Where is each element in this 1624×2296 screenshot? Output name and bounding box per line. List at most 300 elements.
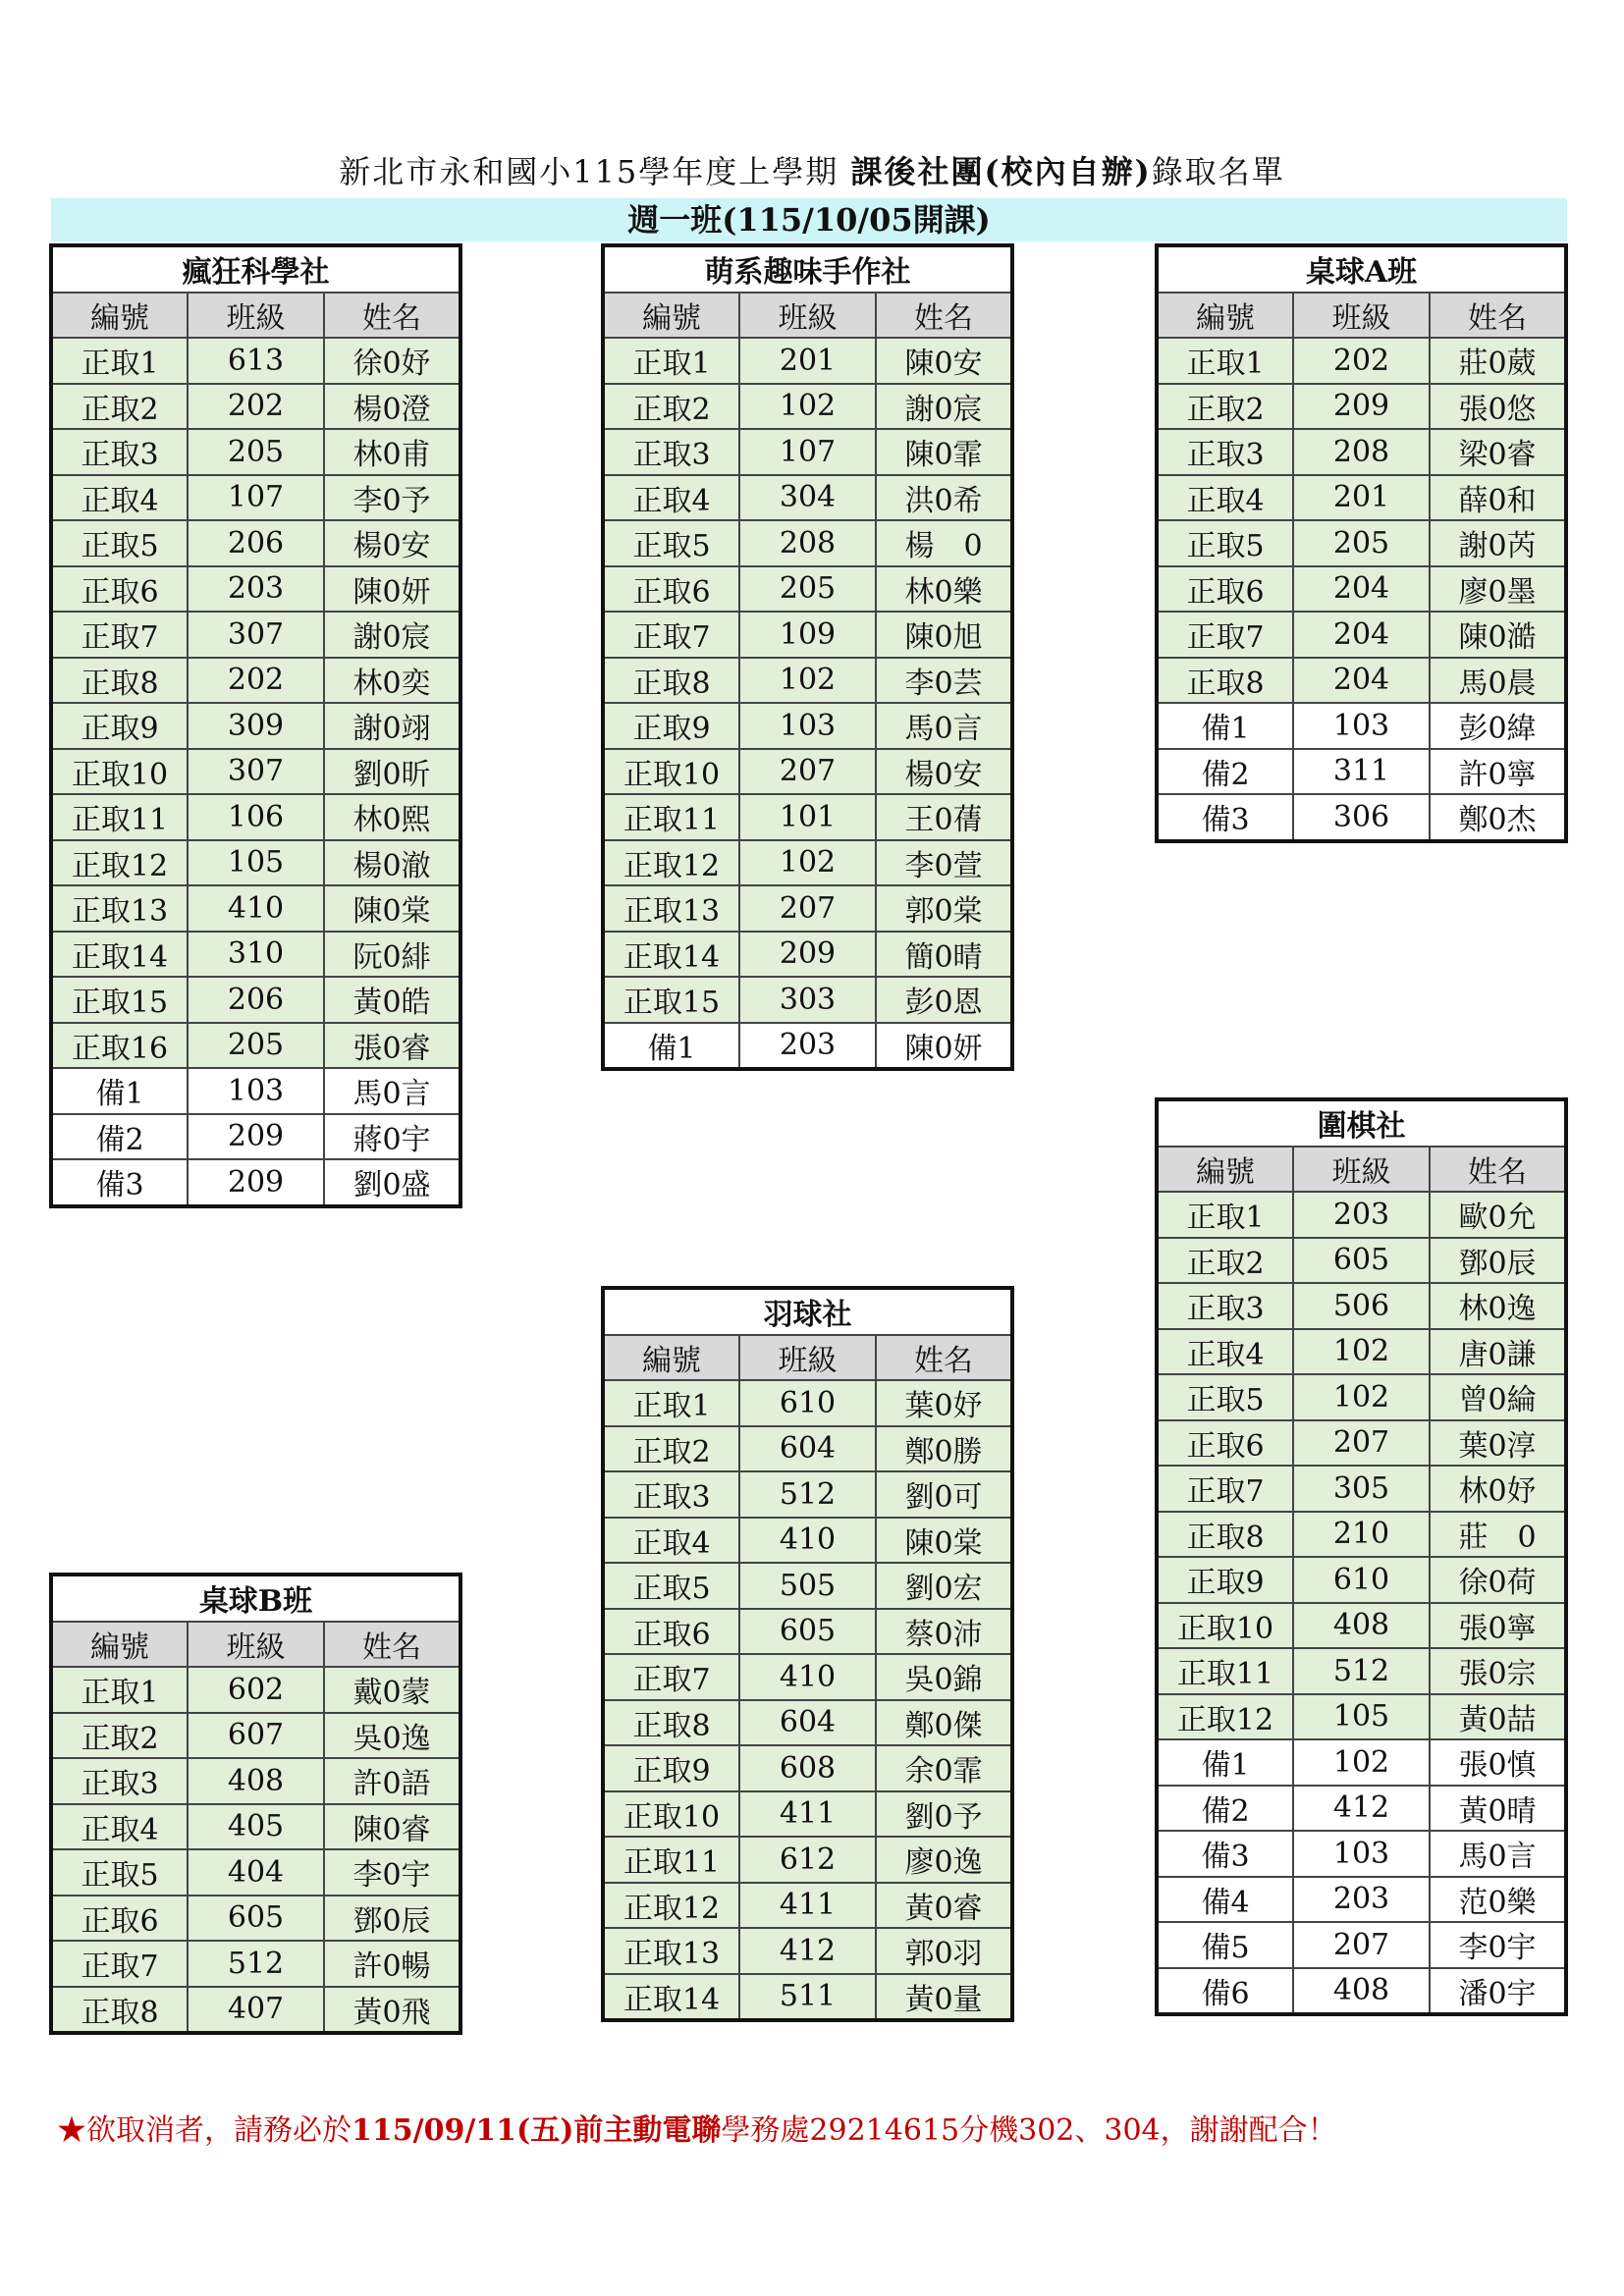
club-name: 圍棋社 — [1157, 1099, 1566, 1147]
class-cell: 102 — [1293, 1374, 1430, 1420]
entry-number: 正取8 — [1157, 658, 1293, 704]
class-cell: 610 — [1293, 1557, 1430, 1603]
student-name: 楊0安 — [324, 520, 460, 566]
class-cell: 207 — [739, 749, 876, 795]
class-cell: 101 — [739, 794, 876, 840]
table-row — [51, 658, 460, 704]
title-prefix: 新北市永和國小115學年度上學期 — [339, 153, 851, 190]
entry-number: 正取13 — [51, 885, 188, 932]
entry-number: 正取6 — [1157, 566, 1293, 613]
student-name: 謝0芮 — [1430, 520, 1566, 566]
entry-number: 正取4 — [1157, 475, 1293, 521]
table-row — [1157, 520, 1566, 566]
note-lead: 欲取消者，請務必於 — [86, 2113, 352, 2148]
class-cell: 605 — [1293, 1238, 1430, 1284]
title-suffix: 錄取名單 — [1151, 153, 1285, 190]
column-header: 編號 — [603, 293, 739, 339]
class-cell: 411 — [739, 1791, 876, 1838]
class-cell: 307 — [188, 612, 324, 658]
table-row — [1157, 1192, 1566, 1238]
class-cell: 613 — [188, 338, 324, 384]
student-name: 楊 0 — [876, 520, 1012, 566]
entry-number: 正取2 — [603, 384, 739, 430]
student-name: 廖0墨 — [1430, 566, 1566, 613]
entry-number: 正取2 — [603, 1426, 739, 1472]
table-row — [603, 1654, 1012, 1700]
class-cell: 102 — [739, 840, 876, 886]
student-name: 林0奕 — [324, 658, 460, 704]
class-cell: 102 — [739, 658, 876, 704]
class-cell: 203 — [1293, 1877, 1430, 1923]
student-name: 陳0安 — [876, 338, 1012, 384]
class-cell: 204 — [1293, 566, 1430, 613]
table-row — [1157, 658, 1566, 704]
class-cell: 103 — [1293, 1831, 1430, 1877]
student-name: 陳0棠 — [876, 1518, 1012, 1564]
table-row — [603, 1745, 1012, 1791]
entry-number: 正取2 — [51, 1713, 188, 1759]
class-cell: 202 — [188, 658, 324, 704]
entry-number: 正取11 — [603, 1837, 739, 1883]
student-name: 吳0錦 — [876, 1654, 1012, 1700]
class-cell: 205 — [188, 1023, 324, 1069]
table-row — [51, 749, 460, 795]
class-cell: 206 — [188, 977, 324, 1023]
student-name: 鄧0辰 — [324, 1896, 460, 1942]
table-row — [1157, 749, 1566, 795]
student-name: 彭0恩 — [876, 977, 1012, 1023]
column-header: 姓名 — [876, 293, 1012, 339]
student-name: 莊0葳 — [1430, 338, 1566, 384]
student-name: 王0蒨 — [876, 794, 1012, 840]
class-cell: 207 — [739, 885, 876, 932]
entry-number: 正取13 — [603, 885, 739, 932]
session-subtitle: 週一班(115/10/05開課) — [51, 198, 1567, 241]
student-name: 吳0逸 — [324, 1713, 460, 1759]
table-row — [51, 1987, 460, 2034]
class-cell: 209 — [739, 932, 876, 978]
class-cell: 107 — [188, 475, 324, 521]
entry-number: 正取9 — [603, 1745, 739, 1791]
table-row — [603, 1518, 1012, 1564]
class-cell: 410 — [739, 1518, 876, 1564]
club-table — [49, 1573, 462, 2035]
student-name: 歐0允 — [1430, 1192, 1566, 1238]
student-name: 許0寧 — [1430, 749, 1566, 795]
table-row — [603, 749, 1012, 795]
class-cell: 202 — [1293, 338, 1430, 384]
entry-number: 備2 — [51, 1114, 188, 1160]
class-cell: 201 — [739, 338, 876, 384]
entry-number: 正取2 — [51, 384, 188, 430]
table-row — [51, 977, 460, 1023]
student-name: 陳0妍 — [324, 566, 460, 613]
entry-number: 正取2 — [1157, 384, 1293, 430]
class-cell: 109 — [739, 612, 876, 658]
student-name: 蔣0宇 — [324, 1114, 460, 1160]
entry-number: 正取12 — [603, 840, 739, 886]
class-cell: 311 — [1293, 749, 1430, 795]
table-row — [51, 1804, 460, 1850]
club-table — [601, 243, 1014, 1071]
student-name: 曾0綸 — [1430, 1374, 1566, 1420]
class-cell: 307 — [188, 749, 324, 795]
entry-number: 正取4 — [603, 1518, 739, 1564]
entry-number: 備6 — [1157, 1968, 1293, 2015]
column-header: 姓名 — [876, 1335, 1012, 1381]
student-name: 莊 0 — [1430, 1512, 1566, 1558]
table-row — [603, 932, 1012, 978]
table-row — [51, 338, 460, 384]
class-cell: 103 — [188, 1068, 324, 1114]
table-row — [1157, 1329, 1566, 1375]
table-row — [1157, 1968, 1566, 2015]
entry-number: 正取5 — [51, 520, 188, 566]
table-row — [1157, 1877, 1566, 1923]
student-name: 林0甫 — [324, 429, 460, 475]
student-name: 戴0蒙 — [324, 1667, 460, 1713]
table-row — [51, 566, 460, 613]
student-name: 謝0翊 — [324, 703, 460, 749]
student-name: 洪0希 — [876, 475, 1012, 521]
table-row — [51, 612, 460, 658]
student-name: 黃0睿 — [876, 1883, 1012, 1929]
class-cell: 209 — [1293, 384, 1430, 430]
student-name: 潘0宇 — [1430, 1968, 1566, 2015]
table-row — [603, 885, 1012, 932]
table-row — [51, 1114, 460, 1160]
column-header: 編號 — [51, 1622, 188, 1668]
student-name: 黃0喆 — [1430, 1694, 1566, 1740]
entry-number: 備5 — [1157, 1922, 1293, 1968]
column-header: 班級 — [739, 293, 876, 339]
entry-number: 正取6 — [51, 1896, 188, 1942]
page-title — [0, 147, 1624, 192]
entry-number: 正取16 — [51, 1023, 188, 1069]
entry-number: 正取10 — [603, 1791, 739, 1838]
student-name: 馬0言 — [876, 703, 1012, 749]
entry-number: 正取14 — [603, 932, 739, 978]
table-row — [51, 840, 460, 886]
student-name: 徐0荷 — [1430, 1557, 1566, 1603]
student-name: 陳0霏 — [876, 429, 1012, 475]
student-name: 楊0安 — [876, 749, 1012, 795]
student-name: 葉0妤 — [876, 1380, 1012, 1426]
table-row — [603, 840, 1012, 886]
entry-number: 正取3 — [51, 429, 188, 475]
table-row — [51, 1941, 460, 1987]
student-name: 鄭0傑 — [876, 1700, 1012, 1746]
class-cell: 310 — [188, 932, 324, 978]
student-name: 唐0謙 — [1430, 1329, 1566, 1375]
entry-number: 正取12 — [1157, 1694, 1293, 1740]
table-row — [1157, 384, 1566, 430]
club-table — [1155, 1097, 1568, 2016]
class-cell: 208 — [1293, 429, 1430, 475]
entry-number: 正取8 — [1157, 1512, 1293, 1558]
class-cell: 209 — [188, 1114, 324, 1160]
table-row — [1157, 1786, 1566, 1832]
entry-number: 正取6 — [1157, 1420, 1293, 1467]
entry-number: 備1 — [1157, 703, 1293, 749]
class-cell: 309 — [188, 703, 324, 749]
table-row — [51, 429, 460, 475]
student-name: 楊0澄 — [324, 384, 460, 430]
class-cell: 205 — [739, 566, 876, 613]
entry-number: 正取7 — [1157, 1466, 1293, 1512]
table-row — [1157, 1831, 1566, 1877]
entry-number: 正取3 — [603, 429, 739, 475]
table-row — [603, 1563, 1012, 1609]
student-name: 張0寧 — [1430, 1603, 1566, 1649]
student-name: 陳0旭 — [876, 612, 1012, 658]
club-name: 桌球B班 — [51, 1575, 460, 1622]
student-name: 馬0言 — [1430, 1831, 1566, 1877]
table-row — [1157, 475, 1566, 521]
table-row — [1157, 794, 1566, 841]
table-row — [1157, 1238, 1566, 1284]
class-cell: 102 — [1293, 1739, 1430, 1786]
table-row — [51, 1023, 460, 1069]
student-name: 馬0言 — [324, 1068, 460, 1114]
entry-number: 正取3 — [51, 1758, 188, 1804]
note-tail: 學務處29214615分機302、304，謝謝配合！ — [721, 2113, 1337, 2148]
entry-number: 正取13 — [603, 1928, 739, 1974]
table-row — [603, 1837, 1012, 1883]
entry-number: 正取1 — [603, 1380, 739, 1426]
column-header: 班級 — [1293, 293, 1430, 339]
entry-number: 正取6 — [603, 566, 739, 613]
column-header: 姓名 — [324, 1622, 460, 1668]
table-row — [1157, 1420, 1566, 1467]
entry-number: 正取9 — [603, 703, 739, 749]
student-name: 彭0緯 — [1430, 703, 1566, 749]
table-row — [603, 794, 1012, 840]
table-row — [51, 520, 460, 566]
entry-number: 正取12 — [603, 1883, 739, 1929]
student-name: 林0妤 — [1430, 1466, 1566, 1512]
student-name: 林0樂 — [876, 566, 1012, 613]
table-row — [51, 794, 460, 840]
class-cell: 105 — [188, 840, 324, 886]
star-icon: ★ — [57, 2113, 86, 2148]
entry-number: 正取5 — [603, 1563, 739, 1609]
student-name: 林0逸 — [1430, 1283, 1566, 1329]
entry-number: 正取6 — [51, 566, 188, 613]
student-name: 謝0宸 — [876, 384, 1012, 430]
entry-number: 備4 — [1157, 1877, 1293, 1923]
class-cell: 208 — [739, 520, 876, 566]
student-name: 梁0睿 — [1430, 429, 1566, 475]
class-cell: 506 — [1293, 1283, 1430, 1329]
table-row — [1157, 1603, 1566, 1649]
club-name: 羽球社 — [603, 1288, 1012, 1335]
entry-number: 正取3 — [1157, 429, 1293, 475]
student-name: 陳0棠 — [324, 885, 460, 932]
club-name: 瘋狂科學社 — [51, 245, 460, 293]
class-cell: 512 — [1293, 1648, 1430, 1694]
entry-number: 正取4 — [51, 475, 188, 521]
entry-number: 正取3 — [603, 1471, 739, 1518]
student-name: 劉0宏 — [876, 1563, 1012, 1609]
entry-number: 正取8 — [603, 1700, 739, 1746]
table-row — [603, 1471, 1012, 1518]
header-row — [51, 293, 460, 339]
column-header: 編號 — [603, 1335, 739, 1381]
student-name: 黃0皓 — [324, 977, 460, 1023]
student-name: 李0宇 — [1430, 1922, 1566, 1968]
column-header: 姓名 — [324, 293, 460, 339]
entry-number: 正取11 — [603, 794, 739, 840]
column-header: 班級 — [1293, 1147, 1430, 1193]
class-cell: 405 — [188, 1804, 324, 1850]
class-cell: 604 — [739, 1700, 876, 1746]
table-row — [603, 1609, 1012, 1655]
table-row — [603, 384, 1012, 430]
entry-number: 正取15 — [51, 977, 188, 1023]
table-row — [1157, 1648, 1566, 1694]
class-cell: 410 — [739, 1654, 876, 1700]
entry-number: 正取12 — [51, 840, 188, 886]
column-header: 姓名 — [1430, 1147, 1566, 1193]
student-name: 陳0睿 — [324, 1804, 460, 1850]
student-name: 黃0飛 — [324, 1987, 460, 2034]
student-name: 張0慎 — [1430, 1739, 1566, 1786]
class-cell: 605 — [188, 1896, 324, 1942]
class-cell: 505 — [739, 1563, 876, 1609]
entry-number: 備3 — [51, 1159, 188, 1206]
entry-number: 正取1 — [1157, 1192, 1293, 1238]
entry-number: 正取14 — [603, 1974, 739, 2021]
table-row — [603, 1700, 1012, 1746]
entry-number: 正取9 — [1157, 1557, 1293, 1603]
class-cell: 102 — [1293, 1329, 1430, 1375]
class-cell: 204 — [1293, 612, 1430, 658]
student-name: 陳0澔 — [1430, 612, 1566, 658]
class-cell: 201 — [1293, 475, 1430, 521]
entry-number: 備1 — [603, 1023, 739, 1070]
table-row — [1157, 1694, 1566, 1740]
entry-number: 正取7 — [1157, 612, 1293, 658]
class-cell: 408 — [1293, 1968, 1430, 2015]
class-cell: 408 — [188, 1758, 324, 1804]
student-name: 蔡0沛 — [876, 1609, 1012, 1655]
entry-number: 正取5 — [603, 520, 739, 566]
student-name: 廖0逸 — [876, 1837, 1012, 1883]
entry-number: 正取11 — [51, 794, 188, 840]
entry-number: 正取7 — [603, 612, 739, 658]
class-cell: 303 — [739, 977, 876, 1023]
entry-number: 備2 — [1157, 749, 1293, 795]
cancellation-note — [57, 2106, 1337, 2149]
table-row — [603, 1928, 1012, 1974]
entry-number: 正取9 — [51, 703, 188, 749]
student-name: 許0暢 — [324, 1941, 460, 1987]
table-row — [1157, 338, 1566, 384]
table-row — [51, 1758, 460, 1804]
column-header: 編號 — [1157, 1147, 1293, 1193]
class-cell: 512 — [739, 1471, 876, 1518]
table-row — [51, 932, 460, 978]
column-header: 編號 — [51, 293, 188, 339]
entry-number: 備3 — [1157, 794, 1293, 841]
table-row — [51, 384, 460, 430]
class-cell: 210 — [1293, 1512, 1430, 1558]
table-row — [1157, 1557, 1566, 1603]
table-row — [1157, 1466, 1566, 1512]
column-header: 班級 — [739, 1335, 876, 1381]
class-cell: 203 — [188, 566, 324, 613]
student-name: 陳0妍 — [876, 1023, 1012, 1070]
student-name: 黃0量 — [876, 1974, 1012, 2021]
entry-number: 正取1 — [51, 338, 188, 384]
class-cell: 305 — [1293, 1466, 1430, 1512]
student-name: 劉0予 — [876, 1791, 1012, 1838]
entry-number: 正取1 — [603, 338, 739, 384]
student-name: 楊0澈 — [324, 840, 460, 886]
entry-number: 正取10 — [51, 749, 188, 795]
table-row — [1157, 612, 1566, 658]
table-row — [51, 885, 460, 932]
entry-number: 備1 — [1157, 1739, 1293, 1786]
class-cell: 412 — [739, 1928, 876, 1974]
header-row — [1157, 1147, 1566, 1193]
column-header: 班級 — [188, 1622, 324, 1668]
class-cell: 204 — [1293, 658, 1430, 704]
class-cell: 205 — [1293, 520, 1430, 566]
student-name: 薛0和 — [1430, 475, 1566, 521]
student-name: 劉0盛 — [324, 1159, 460, 1206]
class-cell: 103 — [1293, 703, 1430, 749]
entry-number: 正取7 — [51, 1941, 188, 1987]
student-name: 許0語 — [324, 1758, 460, 1804]
header-row — [1157, 293, 1566, 339]
table-row — [51, 1068, 460, 1114]
column-header: 姓名 — [1430, 293, 1566, 339]
class-cell: 202 — [188, 384, 324, 430]
entry-number: 備1 — [51, 1068, 188, 1114]
student-name: 徐0妤 — [324, 338, 460, 384]
student-name: 阮0緋 — [324, 932, 460, 978]
table-row — [1157, 1512, 1566, 1558]
student-name: 謝0宸 — [324, 612, 460, 658]
class-cell: 605 — [739, 1609, 876, 1655]
club-table — [49, 243, 462, 1208]
student-name: 張0悠 — [1430, 384, 1566, 430]
table-row — [1157, 429, 1566, 475]
entry-number: 正取5 — [1157, 1374, 1293, 1420]
class-cell: 511 — [739, 1974, 876, 2021]
class-cell: 512 — [188, 1941, 324, 1987]
class-cell: 203 — [1293, 1192, 1430, 1238]
class-cell: 412 — [1293, 1786, 1430, 1832]
table-row — [603, 1883, 1012, 1929]
club-table — [1155, 243, 1568, 843]
class-cell: 207 — [1293, 1420, 1430, 1467]
club-name: 萌系趣味手作社 — [603, 245, 1012, 293]
student-name: 馬0晨 — [1430, 658, 1566, 704]
student-name: 郭0羽 — [876, 1928, 1012, 1974]
table-row — [603, 566, 1012, 613]
table-row — [51, 1849, 460, 1896]
entry-number: 正取8 — [603, 658, 739, 704]
class-cell: 411 — [739, 1883, 876, 1929]
table-row — [603, 658, 1012, 704]
entry-number: 正取4 — [1157, 1329, 1293, 1375]
entry-number: 備3 — [1157, 1831, 1293, 1877]
table-row — [51, 475, 460, 521]
class-cell: 304 — [739, 475, 876, 521]
